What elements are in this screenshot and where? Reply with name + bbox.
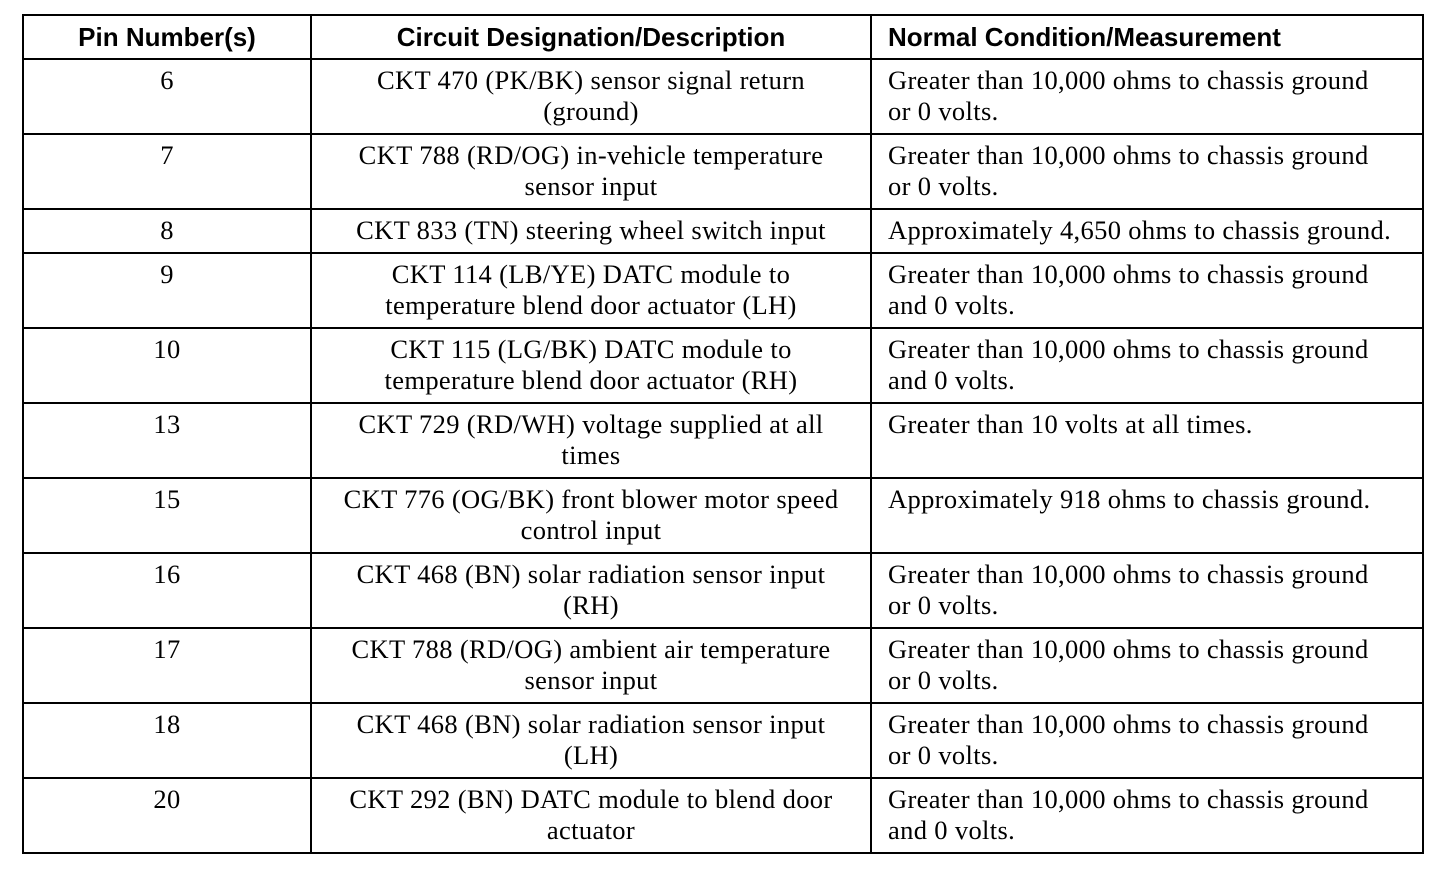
pin-number-cell: 17 <box>23 628 311 703</box>
table-row <box>23 134 1423 209</box>
normal-condition-cell <box>871 553 1423 628</box>
condition-line: or 0 volts. <box>888 740 999 770</box>
normal-condition-cell <box>871 403 1423 478</box>
condition-line: or 0 volts. <box>888 665 999 695</box>
pin-number-cell: 7 <box>23 134 311 209</box>
circuit-description-cell <box>311 403 871 478</box>
pin-number-cell: 20 <box>23 778 311 853</box>
table-row <box>23 403 1423 478</box>
pin-number-cell: 16 <box>23 553 311 628</box>
header-normal-condition: Normal Condition/Measurement <box>871 15 1423 59</box>
description-line: temperature blend door actuator (RH) <box>384 365 798 395</box>
description-line: (ground) <box>543 96 639 126</box>
condition-line: and 0 volts. <box>888 365 1016 395</box>
circuit-description-cell <box>311 553 871 628</box>
description-line: CKT 729 (RD/WH) voltage supplied at all <box>358 409 824 439</box>
description-line: CKT 468 (BN) solar radiation sensor input <box>356 559 826 589</box>
circuit-description-cell <box>311 134 871 209</box>
table-row <box>23 59 1423 134</box>
pin-number-cell: 8 <box>23 209 311 253</box>
condition-line: or 0 volts. <box>888 590 999 620</box>
description-line: sensor input <box>524 665 658 695</box>
description-line: CKT 470 (PK/BK) sensor signal return <box>377 65 805 95</box>
condition-line: Greater than 10,000 ohms to chassis ground <box>888 334 1369 364</box>
condition-line: Approximately 918 ohms to chassis ground. <box>888 484 1371 514</box>
condition-line: and 0 volts. <box>888 815 1016 845</box>
header-pin-numbers: Pin Number(s) <box>23 15 311 59</box>
table-row <box>23 703 1423 778</box>
description-line: temperature blend door actuator (LH) <box>385 290 797 320</box>
normal-condition-cell <box>871 478 1423 553</box>
circuit-description-cell <box>311 703 871 778</box>
pin-number-cell: 10 <box>23 328 311 403</box>
normal-condition-cell <box>871 328 1423 403</box>
circuit-description-cell <box>311 209 871 253</box>
description-line: CKT 788 (RD/OG) in-vehicle temperature <box>358 140 824 170</box>
condition-line: Greater than 10,000 ohms to chassis ground <box>888 65 1369 95</box>
description-line: times <box>561 440 621 470</box>
description-line: CKT 114 (LB/YE) DATC module to <box>391 259 791 289</box>
circuit-description-cell <box>311 253 871 328</box>
table-header <box>23 15 1423 59</box>
pin-number-cell: 6 <box>23 59 311 134</box>
header-row <box>23 15 1423 59</box>
pin-measurement-table <box>22 14 1424 854</box>
description-line: CKT 468 (BN) solar radiation sensor input <box>356 709 826 739</box>
header-circuit-description: Circuit Designation/Description <box>311 15 871 59</box>
description-line: CKT 292 (BN) DATC module to blend door <box>349 784 833 814</box>
table-row <box>23 328 1423 403</box>
pin-number-cell: 15 <box>23 478 311 553</box>
condition-line: Greater than 10 volts at all times. <box>888 409 1253 439</box>
description-line: sensor input <box>524 171 658 201</box>
normal-condition-cell <box>871 703 1423 778</box>
condition-line: and 0 volts. <box>888 290 1016 320</box>
circuit-description-cell <box>311 778 871 853</box>
condition-line: Greater than 10,000 ohms to chassis ground <box>888 559 1369 589</box>
normal-condition-cell <box>871 778 1423 853</box>
condition-line: Approximately 4,650 ohms to chassis ground. <box>888 215 1392 245</box>
table-body <box>23 59 1423 853</box>
table-row <box>23 553 1423 628</box>
description-line: CKT 776 (OG/BK) front blower motor speed <box>343 484 839 514</box>
description-line: control input <box>520 515 662 545</box>
condition-line: or 0 volts. <box>888 171 999 201</box>
description-line: (LH) <box>563 740 619 770</box>
condition-line: Greater than 10,000 ohms to chassis ground <box>888 259 1369 289</box>
normal-condition-cell <box>871 209 1423 253</box>
table-row <box>23 778 1423 853</box>
description-line: CKT 788 (RD/OG) ambient air temperature <box>351 634 831 664</box>
pin-number-cell: 13 <box>23 403 311 478</box>
condition-line: Greater than 10,000 ohms to chassis ground <box>888 784 1369 814</box>
condition-line: Greater than 10,000 ohms to chassis ground <box>888 634 1369 664</box>
normal-condition-cell <box>871 134 1423 209</box>
description-line: (RH) <box>563 590 619 620</box>
table-row <box>23 253 1423 328</box>
pin-number-cell: 18 <box>23 703 311 778</box>
pin-number-cell: 9 <box>23 253 311 328</box>
table-row <box>23 209 1423 253</box>
condition-line: Greater than 10,000 ohms to chassis ground <box>888 709 1369 739</box>
circuit-description-cell <box>311 59 871 134</box>
normal-condition-cell <box>871 59 1423 134</box>
condition-line: or 0 volts. <box>888 96 999 126</box>
table-row <box>23 478 1423 553</box>
circuit-description-cell <box>311 328 871 403</box>
normal-condition-cell <box>871 628 1423 703</box>
circuit-description-cell <box>311 478 871 553</box>
condition-line: Greater than 10,000 ohms to chassis ground <box>888 140 1369 170</box>
normal-condition-cell <box>871 253 1423 328</box>
circuit-description-cell <box>311 628 871 703</box>
table-row <box>23 628 1423 703</box>
description-line: CKT 115 (LG/BK) DATC module to <box>390 334 792 364</box>
description-line: actuator <box>546 815 636 845</box>
description-line: CKT 833 (TN) steering wheel switch input <box>356 215 826 245</box>
